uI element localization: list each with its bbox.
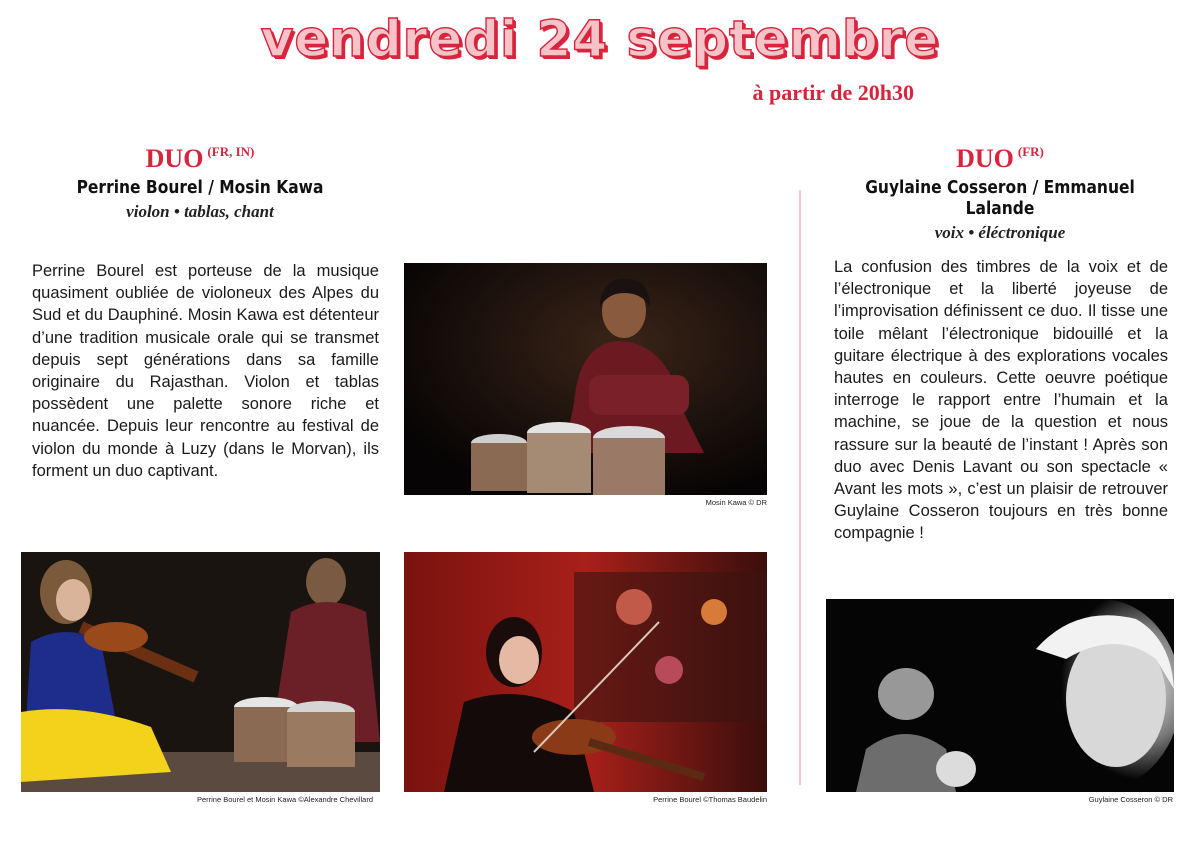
photo-guylaine-cosseron	[826, 599, 1174, 792]
event-time-subtitle: à partir de 20h30	[752, 80, 914, 105]
credit-mosin: Mosin Kawa © DR	[705, 498, 767, 507]
photo-duo	[21, 552, 380, 792]
credit-perrine: Perrine Bourel ©Thomas Baudelin	[653, 795, 767, 804]
right-act-label: DUO $^{(FR)}$	[956, 144, 1044, 173]
right-act-header	[820, 138, 1180, 243]
left-act-header	[20, 138, 380, 222]
left-act-label: DUO $^{(FR, IN)}$	[145, 144, 255, 173]
left-act-origin: (FR, IN)	[207, 144, 255, 159]
event-date-title: vendredi 24 septembre	[260, 10, 940, 68]
left-act-names: Perrine Bourel / Mosin Kawa	[76, 177, 324, 198]
credit-guylaine: Guylaine Cosseron © DR	[1088, 795, 1173, 804]
right-act-description: La confusion des timbres de la voix et de l’électronique et la liberté joyeuse de l’improvisation définissent ce duo. Il tisse une toile mêlant l’électronique bidouillé et la guitare électrique à des explorations vocales hautes en couleurs. Cette oeuvre poétique interroge le rapport entre l’humain et la machine, se joue de la question et nous rassure sur la beauté de l’instant ! Après son duo avec Denis Lavant ou son spectacle « Avant les mots », c’est un plaisir de retrouver Guylaine Cosseron toujours en très bonne compagnie !	[834, 258, 1168, 543]
column-divider	[799, 190, 801, 785]
right-act-origin: (FR)	[1017, 144, 1044, 159]
right-act-names: Guylaine Cosseron / Emmanuel Lalande	[865, 177, 1135, 219]
left-act-instruments: violon • tablas, chant	[126, 202, 274, 221]
photo-mosin-kawa	[404, 263, 767, 495]
right-act-instruments: voix • éléctronique	[934, 223, 1066, 242]
left-act-description: Perrine Bourel est porteuse de la musique quasiment oubliée de violoneux des Alpes du Sud et du Dauphiné. Mosin Kawa est détenteur d’une tradition musicale orale qui se transmet depuis sept générations dans sa famille originaire du Rajasthan. Violon et tablas possèdent une palette sonore riche et nuancée. Depuis leur rencontre au festival de violon du monde à Luzy (dans le Morvan), ils forment un duo captivant.	[32, 262, 379, 480]
photo-perrine-bourel	[404, 552, 767, 792]
credit-duo: Perrine Bourel et Mosin Kawa ©Alexandre Chevillard	[196, 795, 373, 804]
